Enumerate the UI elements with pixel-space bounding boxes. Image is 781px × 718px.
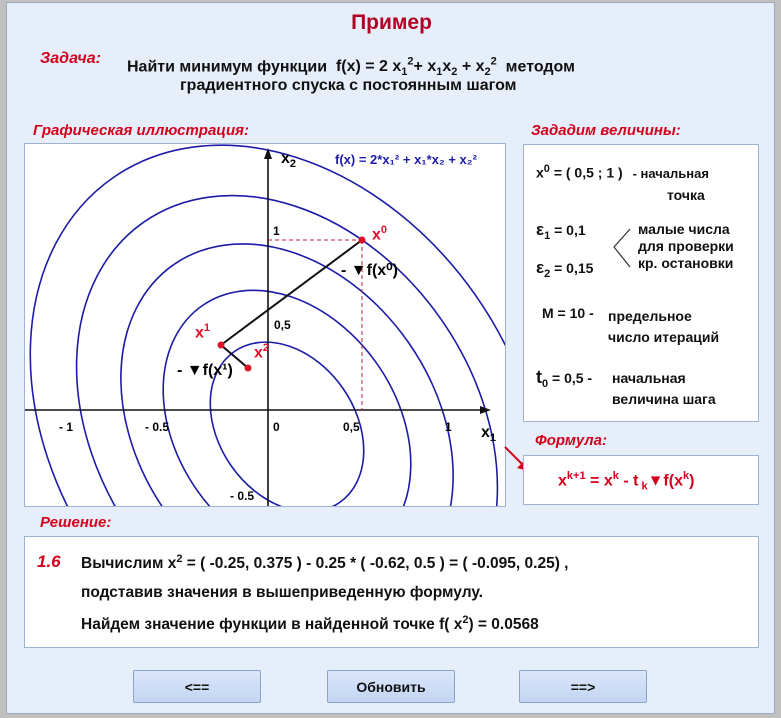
given-panel xyxy=(523,144,759,422)
tick-x-05: 0,5 xyxy=(343,420,360,434)
m-note: предельное число итераций xyxy=(608,308,720,345)
main-window xyxy=(6,2,775,714)
tick-x-1: 1 xyxy=(445,420,452,434)
next-button[interactable]: ==> xyxy=(519,670,647,703)
solution-panel xyxy=(24,536,759,648)
eps-note: малые числа для проверки кр. остановки xyxy=(638,221,734,271)
label-grad-x0: - ▼f(x⁰) xyxy=(341,262,398,279)
tick-x-0: 0 xyxy=(273,420,280,434)
tick-x-minus-05: - 0.5 xyxy=(145,420,170,434)
contour-lines xyxy=(25,144,505,506)
contour-plot xyxy=(25,144,505,506)
solution-line-1: Вычислим $x^2$ = ( -0.25, 0.375 ) - 0.25 * ( -0.62, 0.5 ) = ( -0.095, 0.25) , xyxy=(81,553,569,573)
solution-line-2: подставив значения в вышеприведенную формулу. xyxy=(81,584,483,601)
page-title: Пример xyxy=(351,11,432,34)
label-grad-x1: - ▼f(x¹) xyxy=(177,362,233,379)
x-axis-label: $x_1$ xyxy=(481,424,497,445)
solution-step-number: 1.6 xyxy=(37,552,61,571)
eps2-definition: $\varepsilon_2 = 0,15$ xyxy=(536,258,594,280)
graphic-label: Графическая иллюстрация: xyxy=(33,122,249,139)
tick-y-05: 0,5 xyxy=(274,318,291,332)
point-x1 xyxy=(218,342,225,349)
label-x1: $x^1$ xyxy=(195,322,211,342)
formula-panel xyxy=(523,455,759,505)
task-method-word: методом xyxy=(505,58,575,76)
given-label: Зададим величины: xyxy=(531,122,681,139)
refresh-button[interactable]: Обновить xyxy=(327,670,455,703)
y-axis-label: $x_2$ xyxy=(281,150,297,171)
task-prefix: Найти минимум функции xyxy=(127,58,328,76)
x0-definition: $x^0$ = ( 0,5 ; 1 ) - начальная xyxy=(536,163,709,181)
formula-label: Формула: xyxy=(535,432,607,449)
m-definition: M = 10 - xyxy=(542,305,594,321)
eps1-definition: $\varepsilon_1 = 0,1$ xyxy=(536,220,586,242)
eps-brace xyxy=(612,227,634,269)
task-label: Задача: xyxy=(40,50,101,67)
prev-button[interactable]: <== xyxy=(133,670,261,703)
tick-x-minus-1: - 1 xyxy=(59,420,74,434)
solution-label: Решение: xyxy=(40,514,112,531)
t0-note: начальная величина шага xyxy=(612,370,716,407)
contour-level-4 xyxy=(25,144,505,506)
task-line-2: градиентного спуска с постоянным шагом xyxy=(180,77,517,94)
point-x2 xyxy=(245,365,252,372)
t0-definition: $t_0 = 0,5$ - xyxy=(536,367,593,390)
plot-panel xyxy=(24,143,506,507)
plot-function-label: f(x) = 2*x₁² + x₁*x₂ + x₂² xyxy=(335,152,477,167)
label-x0: $x^0$ xyxy=(372,224,388,244)
point-x0 xyxy=(359,237,366,244)
contour-level-2 xyxy=(112,243,462,506)
formula-text: $x^{k+1} = x^k - t$ $_k▼f(x^k)$ xyxy=(558,470,695,493)
tick-y-minus-05: - 0.5 xyxy=(230,489,255,503)
label-x2: $x^2$ xyxy=(254,342,270,362)
task-function: f(x) = 2 $x_1^2+ x_1x_2 + x_2^2$ xyxy=(335,56,497,79)
tick-y-1: 1 xyxy=(273,224,280,238)
x0-note: точка xyxy=(667,187,705,203)
solution-line-3: Найдем значение функции в найденной точке f( $x^2) = 0.0568$ xyxy=(81,614,539,634)
